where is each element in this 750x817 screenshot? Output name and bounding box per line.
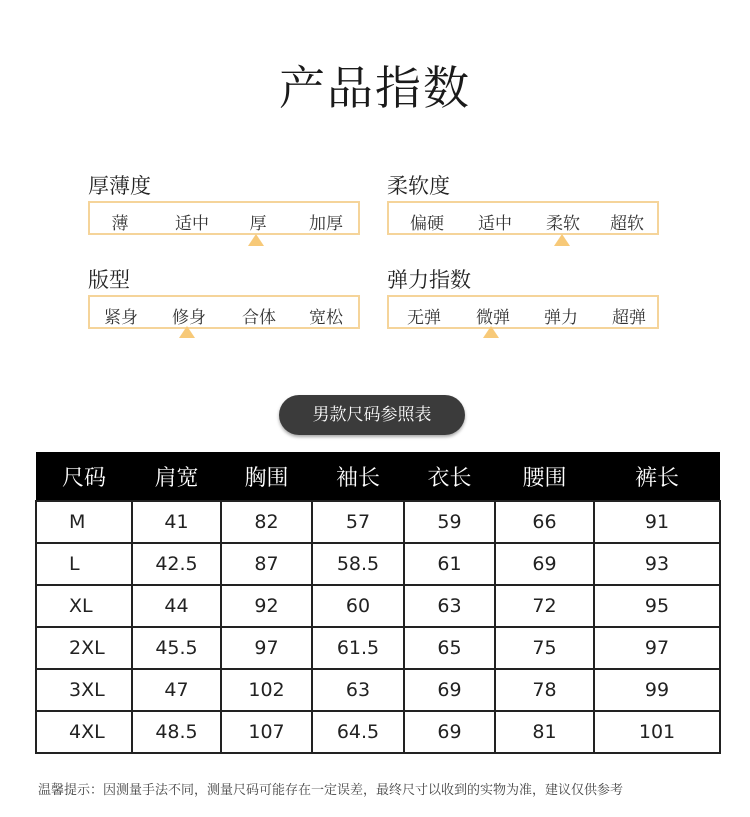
- elasticity-scale: [387, 295, 659, 329]
- table-cell: 99: [594, 669, 720, 711]
- fit-option: 合体: [242, 308, 276, 328]
- table-cell: 60: [312, 585, 404, 627]
- header-shoulder: 肩宽: [132, 452, 221, 501]
- table-cell: 47: [132, 669, 221, 711]
- fit-option: 宽松: [309, 308, 343, 328]
- header-size: 尺码: [36, 452, 132, 501]
- table-cell: 69: [404, 711, 495, 753]
- table-row: [36, 585, 720, 627]
- fit-label: 版型: [88, 268, 130, 292]
- thickness-option: 加厚: [309, 214, 343, 234]
- table-cell: 72: [495, 585, 594, 627]
- table-cell: 107: [221, 711, 312, 753]
- table-cell: 42.5: [132, 543, 221, 585]
- page-title: 产品指数: [279, 61, 471, 115]
- fit-scale: [88, 295, 360, 329]
- table-cell: 3XL: [36, 669, 132, 711]
- elasticity-marker-icon: [483, 326, 499, 338]
- table-cell: 97: [594, 627, 720, 669]
- elasticity-label: 弹力指数: [387, 268, 471, 292]
- table-cell: 4XL: [36, 711, 132, 753]
- fit-option: 紧身: [104, 308, 138, 328]
- table-cell: 63: [312, 669, 404, 711]
- thickness-option: 厚: [249, 214, 267, 234]
- softness-scale: [387, 201, 659, 235]
- softness-option: 柔软: [546, 214, 580, 234]
- elasticity-option: 超弹: [612, 308, 646, 328]
- size-table: [35, 452, 721, 754]
- thickness-option: 薄: [111, 214, 129, 234]
- fit-option: 修身: [172, 308, 206, 328]
- fit-marker-icon: [179, 326, 195, 338]
- table-row: [36, 543, 720, 585]
- elasticity-option: 无弹: [407, 308, 441, 328]
- thickness-label: 厚薄度: [88, 174, 151, 198]
- header-sleeve: 袖长: [312, 452, 404, 501]
- table-cell: 61: [404, 543, 495, 585]
- table-cell: 45.5: [132, 627, 221, 669]
- elasticity-option: 微弹: [476, 308, 510, 328]
- table-cell: 97: [221, 627, 312, 669]
- table-cell: 64.5: [312, 711, 404, 753]
- table-cell: 87: [221, 543, 312, 585]
- table-cell: 92: [221, 585, 312, 627]
- table-cell: 102: [221, 669, 312, 711]
- table-cell: 81: [495, 711, 594, 753]
- header-length: 衣长: [404, 452, 495, 501]
- table-cell: 44: [132, 585, 221, 627]
- table-cell: XL: [36, 585, 132, 627]
- disclaimer-note: 温馨提示：因测量手法不同，测量尺码可能存在一定误差，最终尺寸以收到的实物为准，建议仅供参考: [38, 783, 624, 798]
- table-cell: 2XL: [36, 627, 132, 669]
- table-cell: 75: [495, 627, 594, 669]
- table-cell: 82: [221, 501, 312, 543]
- table-cell: L: [36, 543, 132, 585]
- table-cell: 58.5: [312, 543, 404, 585]
- table-cell: 41: [132, 501, 221, 543]
- thickness-option: 适中: [175, 214, 209, 234]
- table-cell: 61.5: [312, 627, 404, 669]
- table-cell: 91: [594, 501, 720, 543]
- size-chart-badge: 男款尺码参照表: [279, 395, 465, 435]
- table-header-row: [36, 452, 720, 501]
- table-cell: 95: [594, 585, 720, 627]
- softness-option: 超软: [610, 214, 644, 234]
- table-row: [36, 711, 720, 753]
- table-cell: 59: [404, 501, 495, 543]
- softness-option: 适中: [478, 214, 512, 234]
- softness-marker-icon: [554, 234, 570, 246]
- elasticity-option: 弹力: [544, 308, 578, 328]
- table-cell: 101: [594, 711, 720, 753]
- table-cell: 69: [495, 543, 594, 585]
- table-cell: 65: [404, 627, 495, 669]
- table-row: [36, 501, 720, 543]
- thickness-scale: [88, 201, 360, 235]
- header-pants-length: 裤长: [594, 452, 720, 501]
- table-cell: M: [36, 501, 132, 543]
- table-cell: 69: [404, 669, 495, 711]
- table-cell: 57: [312, 501, 404, 543]
- table-cell: 78: [495, 669, 594, 711]
- table-row: [36, 627, 720, 669]
- table-cell: 93: [594, 543, 720, 585]
- softness-label: 柔软度: [387, 174, 450, 198]
- header-waist: 腰围: [495, 452, 594, 501]
- table-cell: 48.5: [132, 711, 221, 753]
- table-cell: 66: [495, 501, 594, 543]
- table-cell: 63: [404, 585, 495, 627]
- header-chest: 胸围: [221, 452, 312, 501]
- thickness-marker-icon: [248, 234, 264, 246]
- table-row: [36, 669, 720, 711]
- softness-option: 偏硬: [410, 214, 444, 234]
